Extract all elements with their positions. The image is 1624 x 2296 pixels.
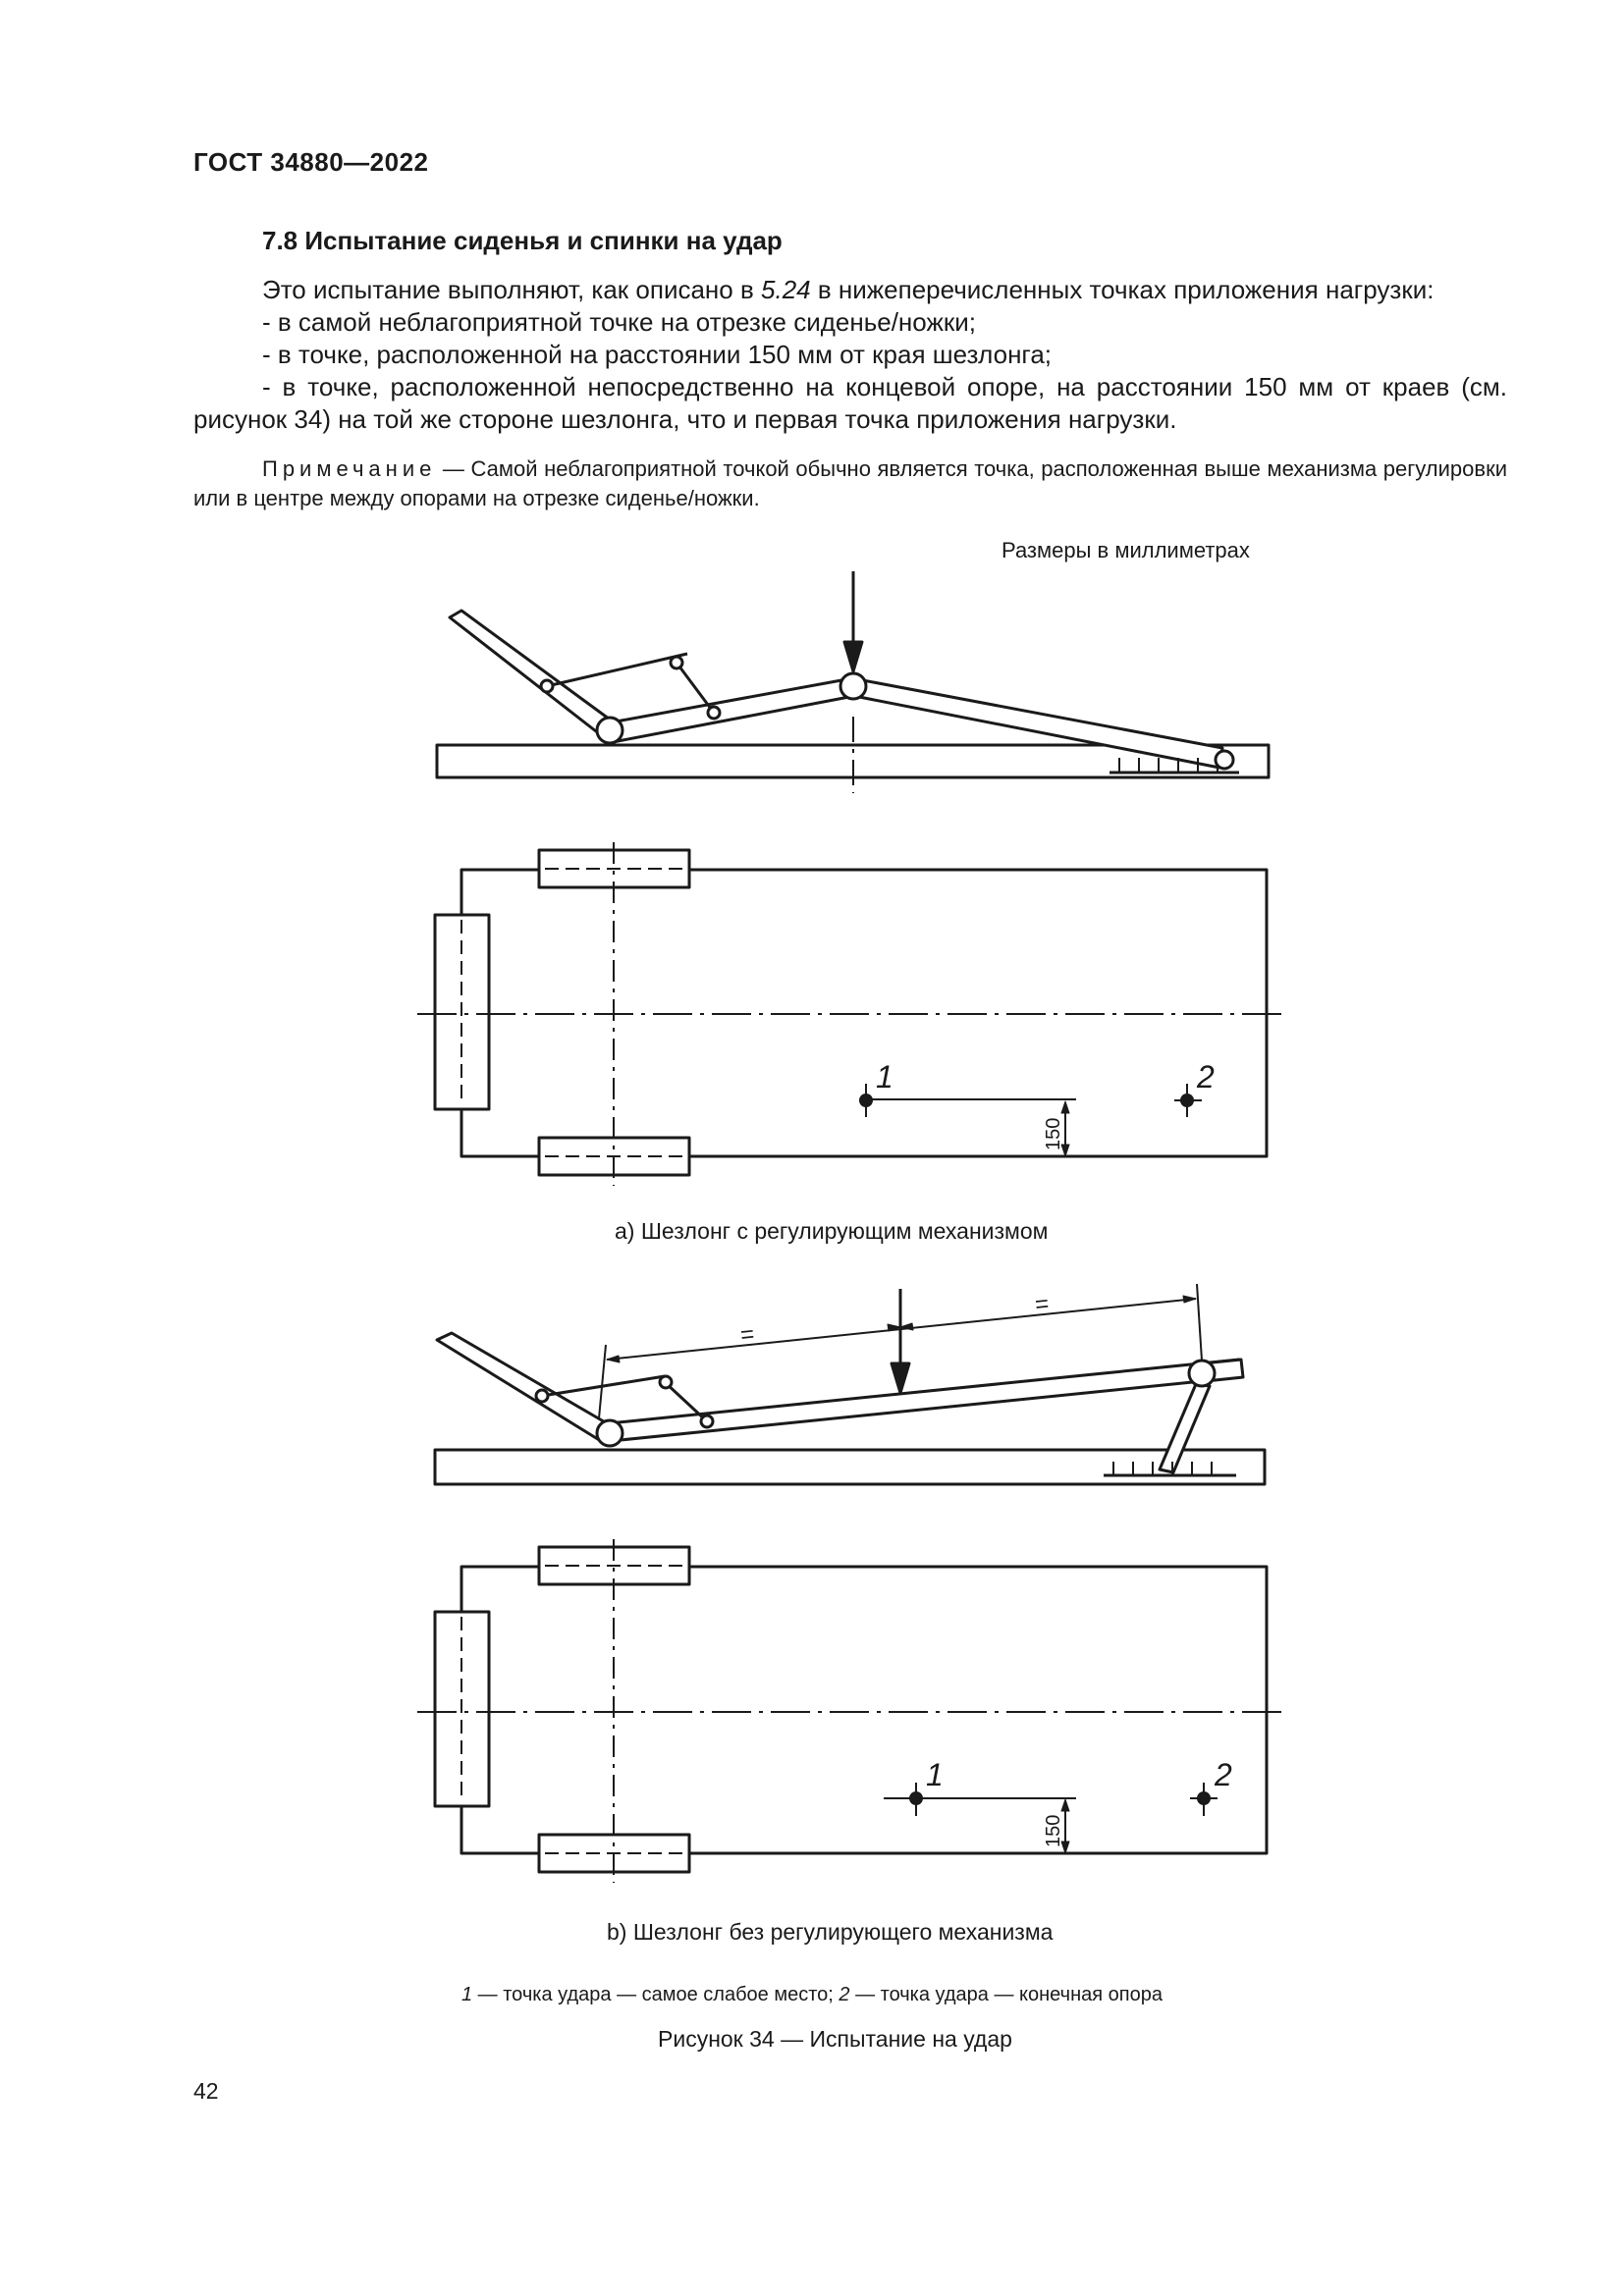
pivot <box>536 1390 548 1402</box>
legend-text-1: — точка удара — самое слабое место; <box>472 1984 839 2005</box>
load-arrow-icon <box>844 642 862 671</box>
extension-line <box>599 1345 606 1418</box>
legend-num-2: 2 <box>839 1984 850 2005</box>
pivot <box>541 680 553 692</box>
backrest <box>437 1333 614 1441</box>
dim-arrow-icon <box>1183 1296 1196 1303</box>
figure-legend <box>461 1984 1163 2006</box>
caption-a: a) Шезлонг с регулирующим механизмом <box>615 1218 1049 1244</box>
load-arrow-icon <box>892 1363 909 1393</box>
pivot <box>671 657 682 668</box>
equal-mark: = <box>1033 1290 1051 1318</box>
pivot <box>660 1376 672 1388</box>
dimension-150-label: 150 <box>1043 1117 1064 1150</box>
equal-mark: = <box>738 1320 756 1349</box>
pivot <box>701 1415 713 1427</box>
lounger-b-side-view <box>435 1284 1265 1484</box>
pivot <box>708 707 720 719</box>
mechanism-link <box>677 663 714 713</box>
load-hinge <box>840 673 866 699</box>
seat <box>611 678 854 742</box>
impact-point-2 <box>1180 1094 1194 1107</box>
lounger-a-plan-view <box>417 842 1284 1186</box>
lounger-b-plan-view <box>417 1539 1284 1883</box>
wheel <box>1216 751 1233 769</box>
dimension-150-label: 150 <box>1043 1814 1064 1847</box>
list-item: - в самой неблагоприятной точке на отрезке сиденье/ножки; <box>262 307 976 337</box>
intro-text-after: в нижеперечисленных точках приложения нагрузки: <box>810 275 1435 304</box>
base-board <box>435 1450 1265 1484</box>
clause-reference: 5.24 <box>761 275 811 304</box>
plan-outline <box>461 1567 1267 1853</box>
legend-text-2: — точка удара — конечная опора <box>849 1984 1163 2005</box>
extension-line <box>1197 1284 1202 1361</box>
intro-text-before: Это испытание выполняют, как описано в <box>262 275 762 304</box>
note-label: Примечание <box>262 456 437 481</box>
dim-arrow-icon <box>607 1356 620 1362</box>
legend-num-1: 1 <box>461 1984 473 2005</box>
section-title: 7.8 Испытание сиденья и спинки на удар <box>262 226 783 255</box>
impact-point-2 <box>1197 1791 1211 1805</box>
list-item: - в точке, расположенной непосредственно на концевой опоре, на расстоянии 150 мм от краев (см. рисунок 34) на той же стороне шезлонга, что и первая точка приложения нагрузки. <box>193 372 1507 434</box>
label-point-2: 2 <box>1197 1059 1215 1095</box>
caption-b: b) Шезлонг без регулирующего механизма <box>607 1919 1054 1945</box>
impact-point-1 <box>909 1791 923 1805</box>
hinge <box>597 718 623 743</box>
end-hinge <box>1189 1361 1215 1386</box>
list-item: - в точке, расположенной на расстоянии 150 мм от края шезлонга; <box>262 340 1053 369</box>
document-header: ГОСТ 34880—2022 <box>193 147 429 177</box>
figure-title: Рисунок 34 — Испытание на удар <box>658 2026 1012 2052</box>
lounger-a-side-view <box>437 571 1269 793</box>
label-point-2: 2 <box>1215 1757 1232 1792</box>
hinge <box>597 1420 623 1446</box>
seat-board <box>609 1360 1241 1441</box>
label-point-1: 1 <box>926 1757 944 1792</box>
mechanism-bar <box>547 654 687 686</box>
note-text: — Самой неблагоприятной точкой обычно является точка, расположенная выше механизма регулировки или в центре между опорами на отрезке сиденье/ножки. <box>193 456 1507 510</box>
impact-point-1 <box>859 1094 873 1107</box>
units-label: Размеры в миллиметрах <box>1001 538 1250 562</box>
page-number: 42 <box>193 2078 219 2104</box>
label-point-1: 1 <box>876 1059 893 1095</box>
